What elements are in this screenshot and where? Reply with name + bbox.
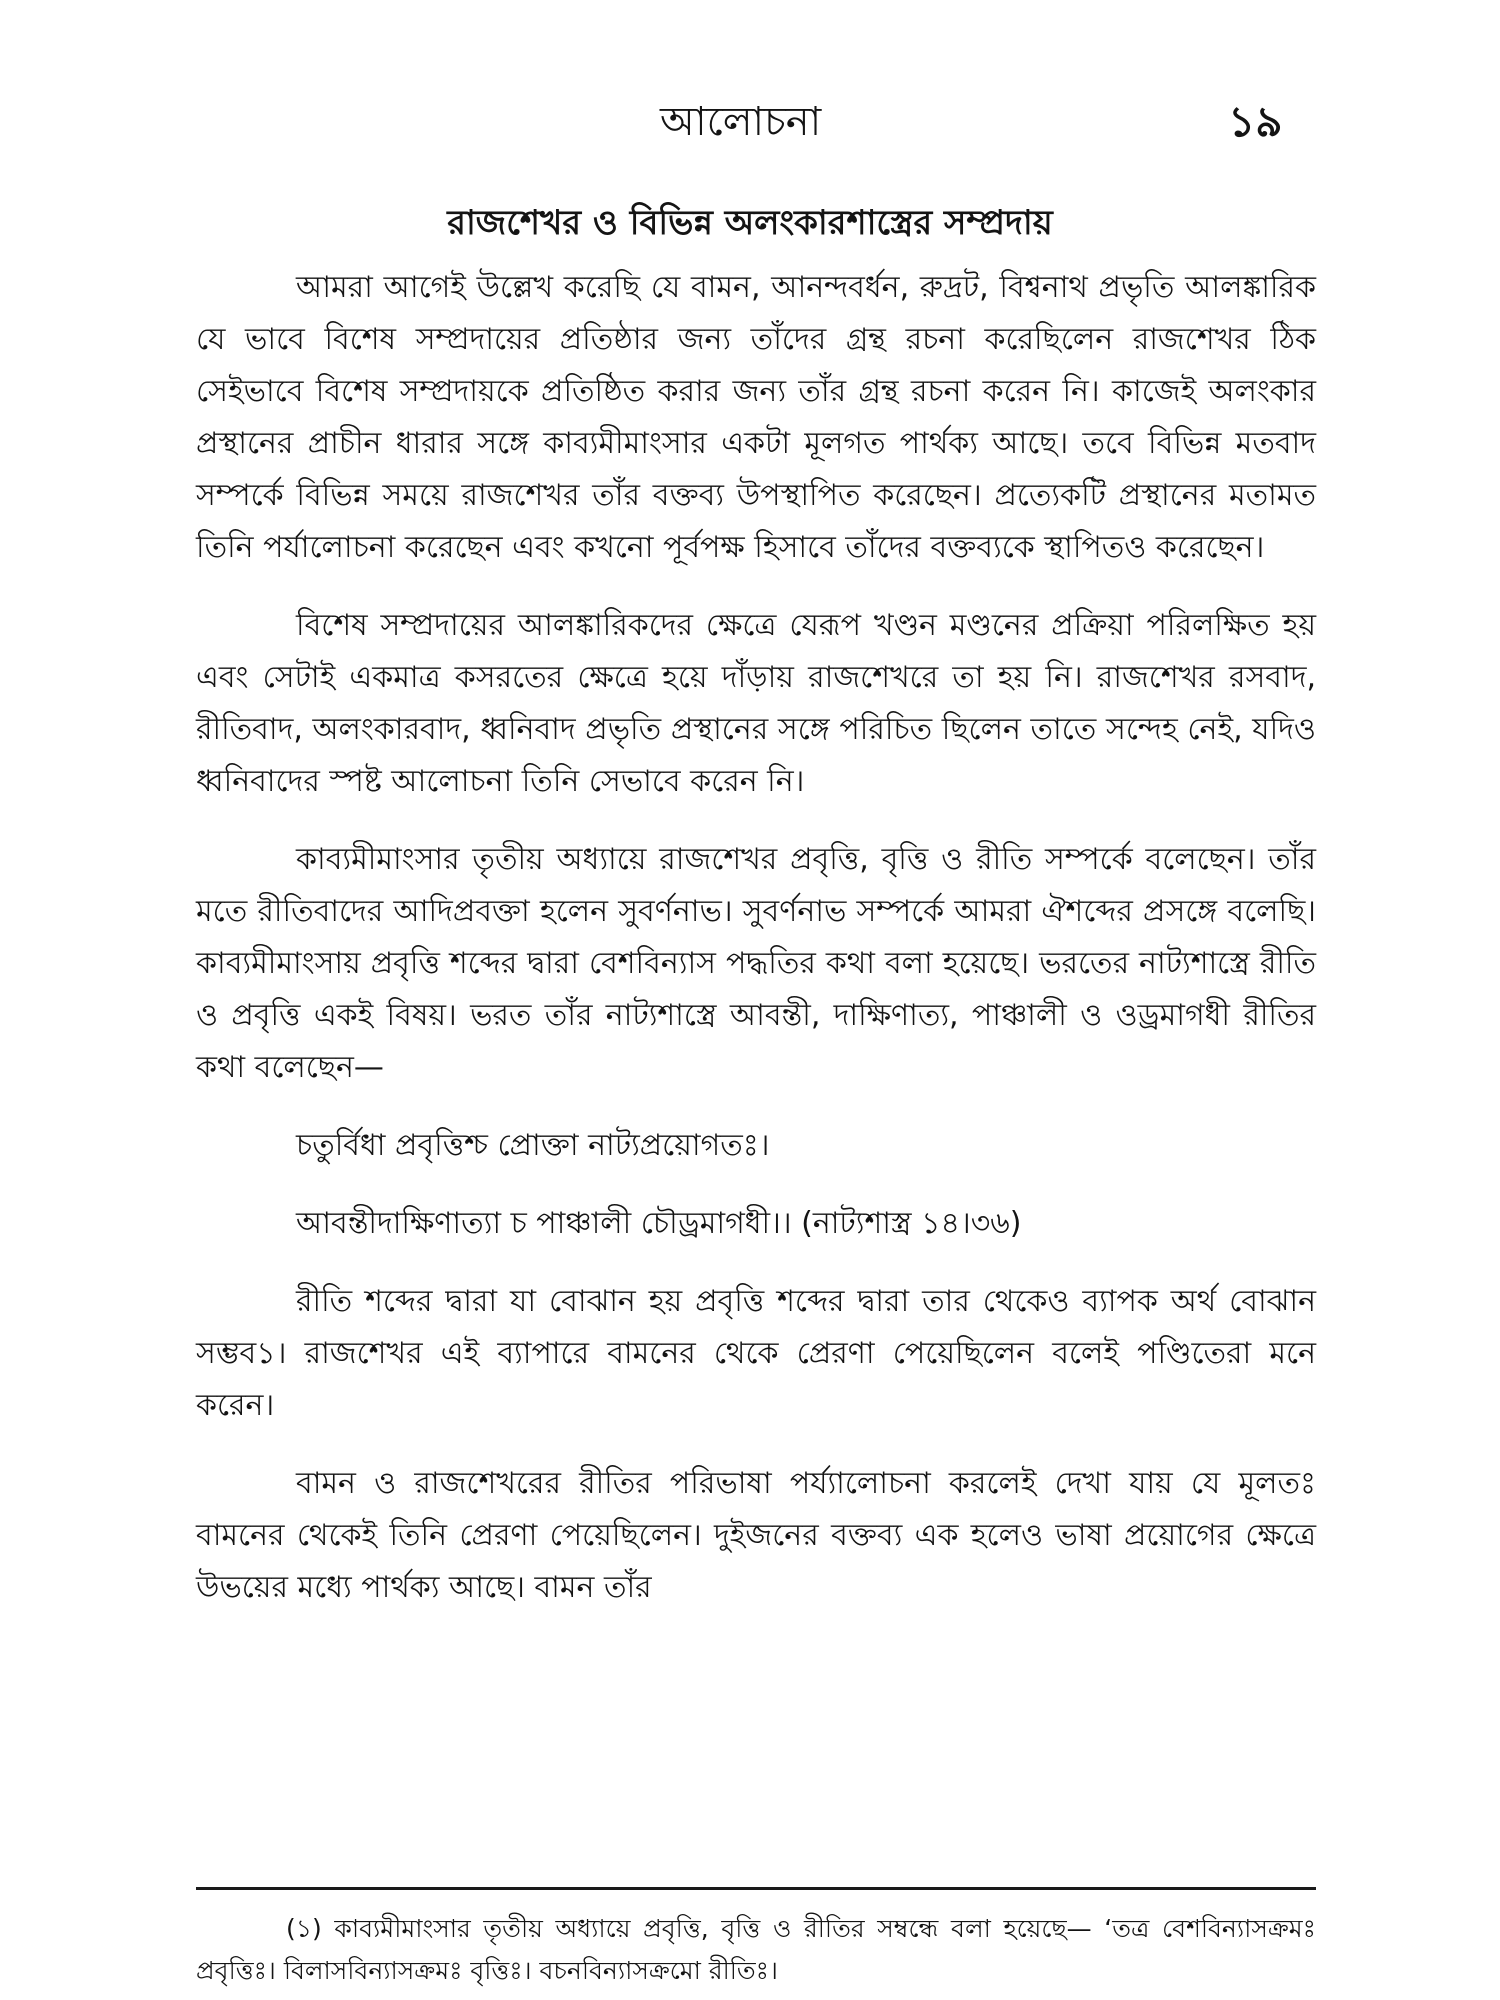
paragraph-2: বিশেষ সম্প্রদায়ের আলঙ্কারিকদের ক্ষেত্রে যেরূপ খণ্ডন মণ্ডনের প্রক্রিয়া পরিলক্ষিত হয় এবং সেটাই একমাত্র কসরতের ক্ষেত্রে হয়ে দাঁড়ায় রাজশেখরে তা হয় নি। রাজশেখর রসবাদ, রীতিবাদ, অলংকারবাদ, ধ্বনিবাদ প্রভৃতি প্রস্থানের সঙ্গে পরিচিত ছিলেন তাতে সন্দেহ নেই, যদিও ধ্বনিবাদের স্পষ্ট আলোচনা তিনি সেভাবে করেন নি।	[196, 608, 1316, 799]
sanskrit-verse	[196, 1120, 1316, 1250]
running-header	[0, 92, 1500, 152]
page-number: ১৯	[1228, 97, 1283, 146]
body-text	[196, 262, 1316, 1640]
verse-line-1: চতুর্বিধা প্রবৃত্তিশ্চ প্রোক্তা নাট্যপ্রয়োগতঃ।	[296, 1128, 770, 1163]
section-title: রাজশেখর ও বিভিন্ন অলংকারশাস্ত্রের সম্প্রদায়	[447, 203, 1053, 243]
footnote-divider	[196, 1887, 1316, 1890]
paragraph-4: রীতি শব্দের দ্বারা যা বোঝান হয় প্রবৃত্তি শব্দের দ্বারা তার থেকেও ব্যাপক অর্থ বোঝান সম্ভব১। রাজশেখর এই ব্যাপারে বামনের থেকে প্রেরণা পেয়েছিলেন বলেই পণ্ডিতেরা মনে করেন।	[196, 1284, 1316, 1423]
footnote-1: (১) কাব্যমীমাংসার তৃতীয় অধ্যায়ে প্রবৃত্তি, বৃত্তি ও রীতির সম্বন্ধে বলা হয়েছে— ‘তত্র বেশবিন্যাসক্রমঃ প্রবৃত্তিঃ। বিলাসবিন্যাসক্রমঃ বৃত্তিঃ। বচনবিন্যাসক্রমো রীতিঃ।	[196, 1914, 1316, 1985]
verse-line-2: আবন্তীদাক্ষিণাত্যা চ পাঞ্চালী চৌড্রমাগধী।। (নাট্যশাস্ত্র ১৪।৩৬)	[296, 1206, 1022, 1241]
footnotes	[196, 1908, 1316, 1992]
paragraph-5: বামন ও রাজশেখরের রীতির পরিভাষা পর্য্যালোচনা করলেই দেখা যায় যে মূলতঃ বামনের থেকেই তিনি প্রেরণা পেয়েছিলেন। দুইজনের বক্তব্য এক হলেও ভাষা প্রয়োগের ক্ষেত্রে উভয়ের মধ্যে পার্থক্য আছে। বামন তাঁর	[196, 1466, 1316, 1605]
paragraph-1: আমরা আগেই উল্লেখ করেছি যে বামন, আনন্দবর্ধন, রুদ্রট, বিশ্বনাথ প্রভৃতি আলঙ্কারিক যে ভাবে বিশেষ সম্প্রদায়ের প্রতিষ্ঠার জন্য তাঁদের গ্রন্থ রচনা করেছিলেন রাজশেখর ঠিক সেইভাবে বিশেষ সম্প্রদায়কে প্রতিষ্ঠিত করার জন্য তাঁর গ্রন্থ রচনা করেন নি। কাজেই অলংকার প্রস্থানের প্রাচীন ধারার সঙ্গে কাব্যমীমাংসার একটা মূলগত পার্থক্য আছে। তবে বিভিন্ন মতবাদ সম্পর্কে বিভিন্ন সময়ে রাজশেখর তাঁর বক্তব্য উপস্থাপিত করেছেন। প্রত্যেকটি প্রস্থানের মতামত তিনি পর্যালোচনা করেছেন এবং কখনো পূর্বপক্ষ হিসাবে তাঁদের বক্তব্যকে স্থাপিতও করেছেন।	[196, 270, 1316, 565]
running-title: আলোচনা	[660, 99, 822, 145]
paragraph-3: কাব্যমীমাংসার তৃতীয় অধ্যায়ে রাজশেখর প্রবৃত্তি, বৃত্তি ও রীতি সম্পর্কে বলেছেন। তাঁর মতে রীতিবাদের আদিপ্রবক্তা হলেন সুবর্ণনাভ। সুবর্ণনাভ সম্পর্কে আমরা ঐশব্দের প্রসঙ্গে বলেছি। কাব্যমীমাংসায় প্রবৃত্তি শব্দের দ্বারা বেশবিন্যাস পদ্ধতির কথা বলা হয়েছে। ভরতের নাট্যশাস্ত্রে রীতি ও প্রবৃত্তি একই বিষয়। ভরত তাঁর নাট্যশাস্ত্রে আবন্তী, দাক্ষিণাত্য, পাঞ্চালী ও ওড্রমাগধী রীতির কথা বলেছেন—	[196, 842, 1316, 1085]
